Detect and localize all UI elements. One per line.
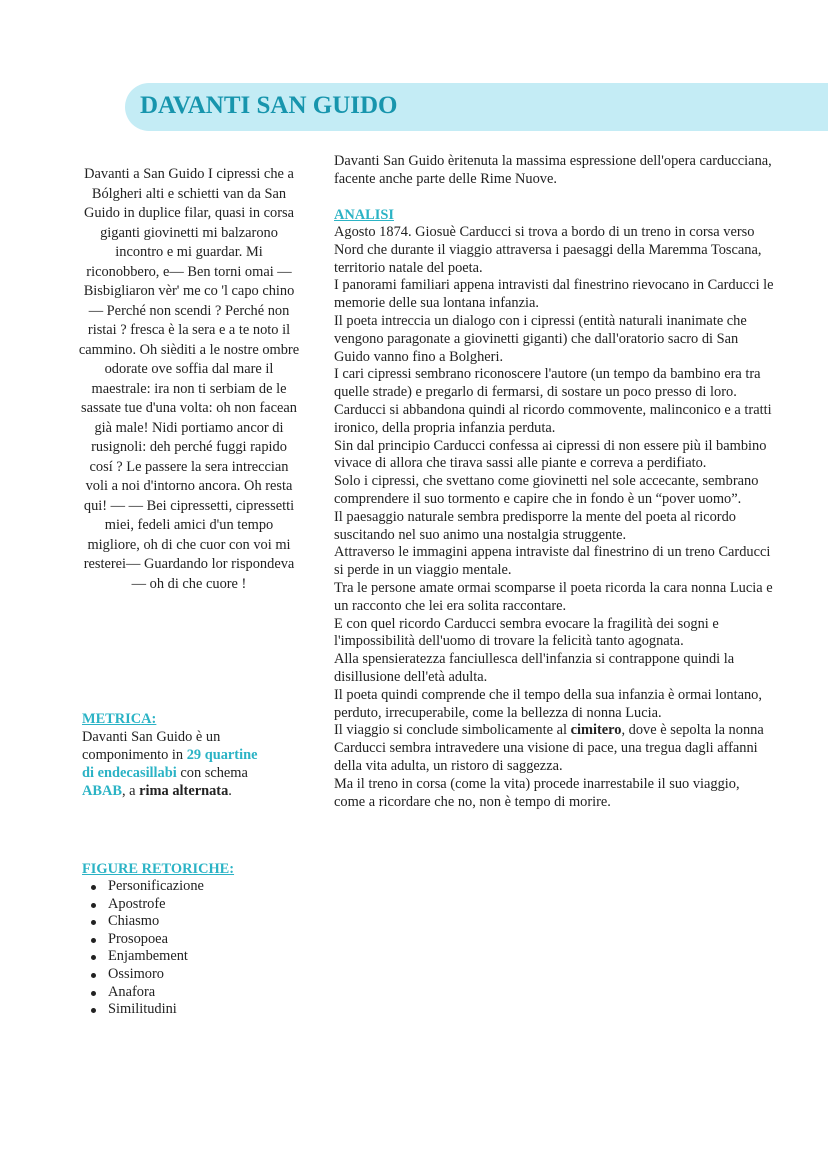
list-item-label: Similitudini [108,1001,177,1018]
bullet-icon [91,955,96,960]
page-title: DAVANTI SAN GUIDO [140,92,398,119]
analisi-paragraph: Ma il treno in corsa (come la vita) procede inarrestabile il suo viaggio, come a ricordare che no, non è tempo di morire. [334,775,740,810]
list-item-label: Anafora [108,983,156,1000]
list-item-label: Apostrofe [108,895,166,912]
metrica-section [82,710,272,800]
analisi-paragraph: Il poeta intreccia un dialogo con i cipressi (entità naturali inanimate che vengono paragonate a giovinetti giganti) che dall'oratorio sacro di San Guido vanno fino a Bolgheri. [334,312,747,365]
bullet-icon [91,1008,96,1013]
analysis-column [334,152,774,811]
list-item [82,966,302,984]
list-item [82,948,302,966]
analisi-heading: ANALISI [334,207,394,223]
metrica-highlight-scheme: ABAB [82,783,122,799]
analisi-paragraph: Agosto 1874. Giosuè Carducci si trova a bordo di un treno in corsa verso Nord che durante il viaggio attraversa i paesaggi della Maremma Toscana, territorio natale del poeta. [334,224,762,276]
analisi-paragraph: Attraverso le immagini appena intraviste dal finestrino di un treno Carducci si perde in un viaggio mentale. [334,544,771,579]
figure-retoriche-section [82,860,302,1019]
analisi-paragraph-cimitero [334,722,774,775]
list-item [82,931,302,949]
intro-paragraph: Davanti San Guido èritenuta la massima espressione dell'opera carducciana, facente anche parte delle Rime Nuove. [334,153,772,187]
bullet-icon [91,973,96,978]
list-item-label: Prosopoea [108,930,168,947]
poem-text: Davanti a San Guido I cipressi che a Bólgheri alti e schietti van da San Guido in duplice filar, quasi in corsa giganti giovinetti mi balzarono incontro e mi guardar. Mi riconobbero, e— Ben torni omai — Bisbigliaron vèr' me co 'l capo chino — Perché non scendi ? Perché non ristai ? fresca è la sera e a te noto il cammino. Oh sièditi a le nostre ombre odorate ove soffia dal mare il maestrale: ira non ti serbiam de le sassate tue d'una volta: oh non facean già male! Nidi portiamo ancor di rusignoli: deh perché fuggi rapido cosí ? Le passere la sera intreccian voli a noi d'intorno ancora. Oh resta qui! — — Bei cipressetti, cipressetti miei, fedeli amici d'un tempo migliore, oh di che cuor con voi mi resterei— Guardando lor rispondeva — oh di che cuore ! [78,166,300,592]
metrica-text: Davanti San Guido è un componimento in [82,729,221,763]
analisi-text: Il viaggio si conclude simbolicamente al [334,722,571,739]
analisi-paragraph: E con quel ricordo Carducci sembra evocare la fragilità dei sogni e l'impossibilità dell'uomo di trovare la felicità tanto agognata. [334,615,719,650]
analisi-body [334,224,774,811]
analisi-paragraph: I panorami familiari appena intravisti dal finestrino rievocano in Carducci le memorie delle sua lontana infanzia. [334,277,774,312]
list-item-label: Enjambement [108,948,188,965]
analisi-text: , dove è sepolta la nonna Carducci sembra intravedere una visione di pace, una tregua dagli affanni della vita adulta, un ristoro di saggezza. [334,722,764,774]
metrica-bold-rima: rima alternata [139,783,229,799]
bullet-icon [91,885,96,890]
metrica-body [82,728,272,800]
bullet-icon [91,903,96,908]
analisi-paragraph: Il poeta quindi comprende che il tempo della sua infanzia è ormai lontano, perduto, irrecuperabile, come la bellezza di nonna Lucia. [334,686,762,721]
analisi-paragraph: Carducci si abbandona quindi al ricordo commovente, malinconico e a tratti ironico, della propria infanzia perduta. [334,401,772,436]
analisi-paragraph: Alla spensieratezza fanciullesca dell'infanzia si contrappone quindi la disillusione dell'età adulta. [334,651,735,685]
list-item [82,878,302,896]
analisi-paragraph: Solo i cipressi, che svettano come giovinetti nel sole accecante, sembrano comprendere il suo tormento e capire che in fondo è un “pover uomo”. [334,473,759,507]
list-item [82,984,302,1002]
analisi-bold-cimitero: cimitero [570,722,622,739]
metrica-highlight-quartine: 29 quartine di endecasillabi [82,747,258,781]
metrica-text: , a [121,783,140,799]
poem-column [78,165,300,594]
figure-retoriche-list [82,878,302,1019]
list-item [82,1001,302,1019]
bullet-icon [91,991,96,996]
analisi-paragraph: Tra le persone amate ormai scomparse il poeta ricorda la cara nonna Lucia e un racconto che lei era solita raccontare. [334,579,773,614]
analisi-paragraph: Il paesaggio naturale sembra predisporre la mente del poeta al ricordo suscitando nel suo animo una nostalgia struggente. [334,508,736,543]
metrica-text: con schema [176,765,248,781]
bullet-icon [91,920,96,925]
metrica-text: . [228,783,232,799]
list-item-label: Chiasmo [108,913,160,930]
title-banner [125,83,828,131]
analisi-paragraph: Sin dal principio Carducci confessa ai cipressi di non essere più il bambino vivace di allora che tirava sassi alle piante e correva a perdifiato. [334,437,767,472]
list-item [82,896,302,914]
bullet-icon [91,938,96,943]
list-item-label: Ossimoro [108,965,164,982]
metrica-heading: METRICA: [82,711,157,727]
list-item [82,913,302,931]
list-item-label: Personificazione [108,878,204,894]
analisi-paragraph: I cari cipressi sembrano riconoscere l'autore (un tempo da bambino era tra quelle strade) e pregarlo di fermarsi, di sostare un poco presso di loro. [334,366,761,401]
figure-retoriche-heading: FIGURE RETORICHE: [82,861,235,877]
